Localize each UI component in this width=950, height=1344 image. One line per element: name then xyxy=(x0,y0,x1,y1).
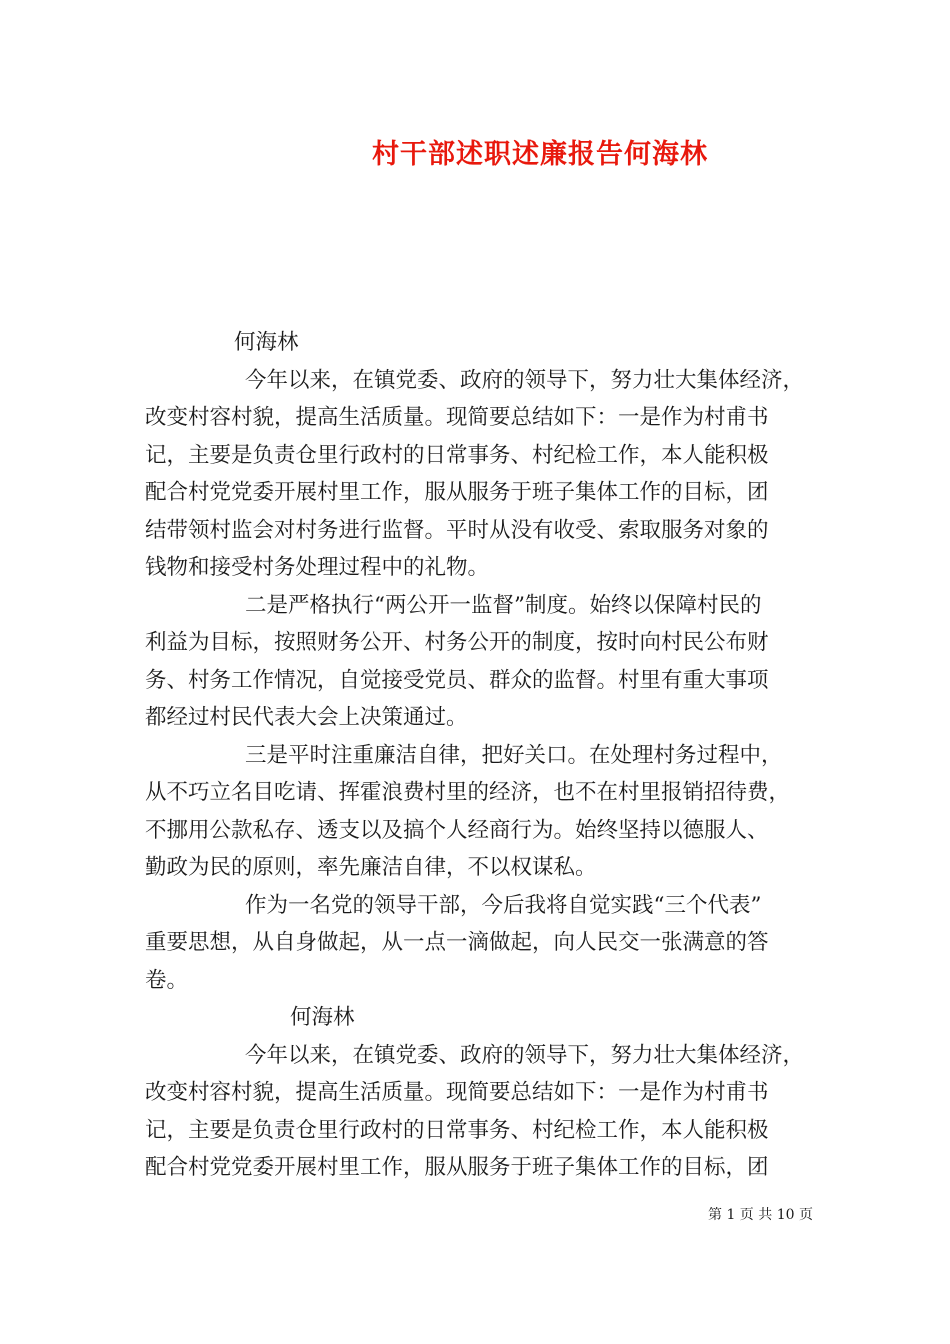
document-body xyxy=(145,324,815,1187)
text-line: 配合村党党委开展村里工作，服从服务于班子集体工作的目标，团 xyxy=(145,480,769,505)
document-title: 村干部述职述廉报告何海林 xyxy=(372,139,708,170)
text-line: 记，主要是负责仓里行政村的日常事务、村纪检工作，本人能积极 xyxy=(145,442,769,468)
text-line: 记，主要是负责仓里行政村的日常事务、村纪检工作，本人能积极 xyxy=(145,1117,769,1143)
text-line: 何海林 xyxy=(234,330,299,355)
text-line: 何海林 xyxy=(290,1005,355,1030)
text-line: 今年以来，在镇党委、政府的领导下，努力壮大集体经济， xyxy=(245,367,805,393)
text-line: 利益为目标，按照财务公开、村务公开的制度，按时向村民公布财 xyxy=(145,630,769,655)
text-line: 不挪用公款私存、透支以及搞个人经商行为。始终坚持以德服人、 xyxy=(145,817,769,843)
text-line: 重要思想，从自身做起，从一点一滴做起，向人民交一张满意的答 xyxy=(145,930,769,955)
text-line: 改变村容村貌，提高生活质量。现简要总结如下：一是作为村甫书 xyxy=(145,1080,769,1105)
text-line: 三是平时注重廉洁自律，把好关口。在处理村务过程中， xyxy=(245,742,783,768)
text-line: 结带领村监会对村务进行监督。平时从没有收受、索取服务对象的 xyxy=(145,517,769,543)
text-line: 改变村容村貌，提高生活质量。现简要总结如下：一是作为村甫书 xyxy=(145,405,769,430)
page-number-footer: 第 1 页 共 10 页 xyxy=(708,1207,813,1223)
text-line: 务、村务工作情况，自觉接受党员、群众的监督。村里有重大事项 xyxy=(145,667,769,693)
text-line: 都经过村民代表大会上决策通过。 xyxy=(145,705,468,730)
text-line: 今年以来，在镇党委、政府的领导下，努力壮大集体经济， xyxy=(245,1042,805,1068)
text-line: 二是严格执行“两公开一监督”制度。始终以保障村民的 xyxy=(245,592,762,618)
text-line: 作为一名党的领导干部，今后我将自觉实践“三个代表” xyxy=(245,892,762,918)
text-line: 从不巧立名目吃请、挥霍浪费村里的经济，也不在村里报销招待费， xyxy=(145,780,791,805)
text-line: 配合村党党委开展村里工作，服从服务于班子集体工作的目标，团 xyxy=(145,1155,769,1180)
text-line: 钱物和接受村务处理过程中的礼物。 xyxy=(145,555,490,580)
text-line: 卷。 xyxy=(145,967,189,993)
text-line: 勤政为民的原则，率先廉洁自律，不以权谋私。 xyxy=(145,855,597,880)
